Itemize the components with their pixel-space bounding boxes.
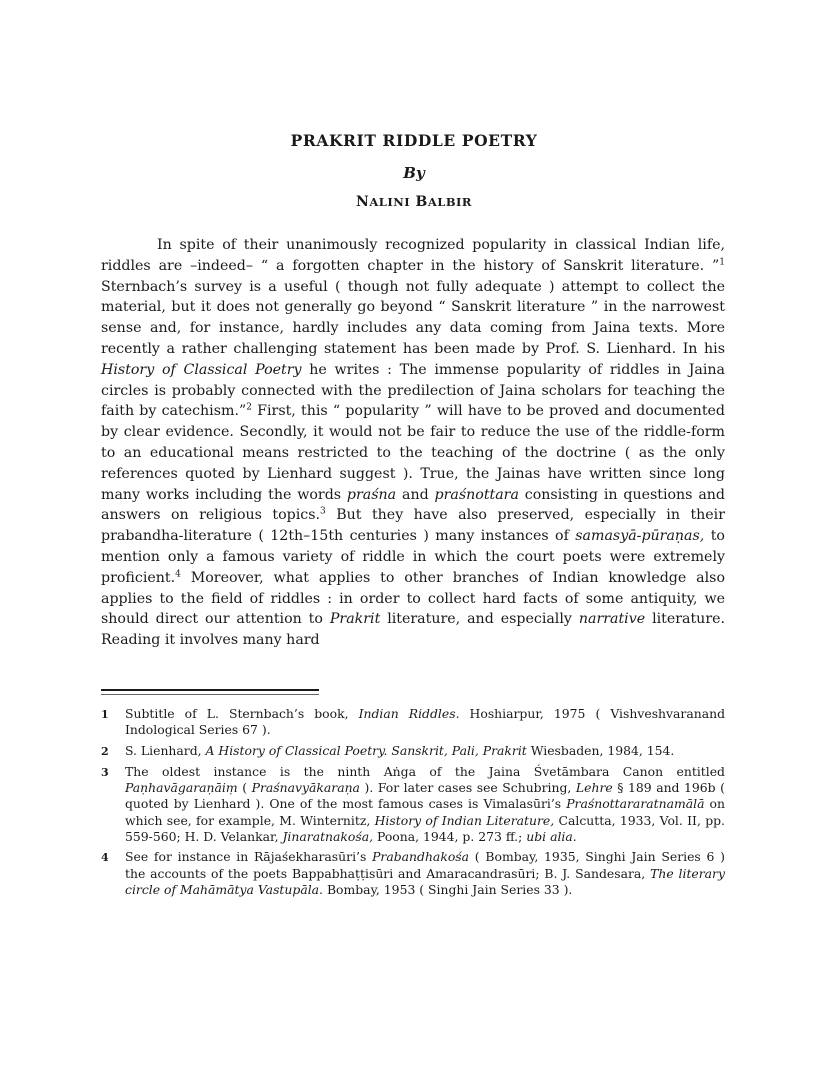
paragraph-1 [101,235,725,651]
text-run: Hoshiarpur, 1975 ( Vishveshvaranand Indological Series 67 ). [125,706,726,738]
italic-title: Praśnottararatnamālā [566,796,705,812]
author-last-rest: ALBIR [427,195,472,209]
text-run: consisting in questions and answers on religious topics. [101,486,725,524]
text-run: Moreover, what applies to other branches of Indian knowledge also applies to the field of riddles : in order to collect hard facts of some antiquity, we should direct our attention to [101,569,725,628]
italic-term: samasyā-pūraṇas, [575,528,705,545]
italic-title: History of Indian Literature, [374,812,555,828]
italic-title: The literary circle of Mahāmātya Vastupāla. [125,865,725,897]
text-run: to mention only a famous variety of riddle in which the court poets were extremely proficient. [101,528,725,586]
author-name [0,194,828,210]
text-run: First, this “ popularity ” will have to be proved and documented by clear evidence. Secondly, it would not be fair to reduce the use of the riddle-form to an educational means restricted to the teaching of the doctrine ( as the only references quoted by Lienhard suggest ). True, the Jainas have written since long many works including the words [101,403,726,503]
italic-term: narrative [578,611,646,628]
text-run: Bombay, 1953 ( Singhi Jain Series 33 ). [323,881,573,897]
text-run: on which see, for example, M. Winternitz, [125,796,725,828]
text-run: In spite of their unanimously recognized popularity in classical Indian life, riddles are –indeed– “ a forgotten chapter in the history of Sanskrit literature. ” [101,237,725,274]
text-run: S. Lienhard, [125,742,206,758]
text-run: See for instance in Rājaśekharasūri’s [125,849,373,865]
footnote-text [125,706,725,739]
author-first-initial: N [356,194,370,210]
text-run: and [396,486,435,503]
text-run: But they have also preserved, especially in their prabandha-literature ( 12th–15th centuries ) many instances of [101,507,725,545]
italic-title: A History of Classical Poetry. Sanskrit, Pali, Prakrit [205,742,527,758]
italic-title: Indian Riddles. [358,706,460,721]
footnote-text [125,764,725,845]
text-run: literature. Reading it involves many hard [101,611,726,649]
italic-title: Praśnavyākaraṇa [251,780,360,796]
italic-term: Prakrit [329,611,381,628]
footnote-ref-2: 2 [246,402,252,413]
text-run: Wiesbaden, 1984, 154. [526,742,675,758]
footnote-ref-4: 4 [175,569,181,580]
footnote-divider [101,689,319,691]
footnote-ref-3: 3 [320,506,326,517]
byline-by: By [403,164,425,182]
footnote-divider-thin [101,694,319,695]
italic-title: Jinaratnakośa, [282,829,374,845]
text-run: ). For later cases see Schubring, [359,780,576,796]
italic-term: ubi alia. [526,829,577,845]
italic-term: praśnottara [434,486,519,503]
italic-title: History of Classical Poetry [101,361,302,378]
footnote-3 [101,764,725,845]
text-run: ( [237,780,252,796]
footnote-2 [101,743,725,760]
footnote-1 [101,706,725,739]
footnote-text [125,743,725,760]
text-run: § 189 and 196b ( quoted by Lienhard ). One of the most famous cases is Vimalasūri’s [125,780,725,812]
italic-title: Prabandhakośa [372,849,470,865]
italic-term: praśna [346,486,397,503]
text-run: Sternbach’s survey is a useful ( though not fully adequate ) attempt to collect the material, but it does not generally go beyond “ Sanskrit literature ” in the narrowest sense and, for instance, hardly includes any data coming from Jaina texts. More recently a rather challenging statement has been made by Prof. S. Lienhard. In his [101,278,725,357]
italic-title: Paṇhavāgaraṇāiṃ [125,780,238,796]
footnotes [101,706,725,902]
text-run: Calcutta, 1933, Vol. II, pp. 559-560; H. D. Velankar, [125,812,725,845]
text-run: he writes : The immense popularity of riddles in Jaina circles is probably connected with the predilection of Jaina scholars for teaching the faith by catechism.” [101,361,725,420]
article-title: PRAKRIT RIDDLE POETRY [290,131,538,150]
author-last-initial: B [415,194,428,210]
footnote-number: 3 [101,765,109,779]
italic-title: Lehre [575,780,613,796]
footnote-text [125,849,725,898]
body-text [101,235,725,651]
text-run: Subtitle of L. Sternbach’s book, [125,706,359,721]
footnote-number: 2 [101,744,109,758]
footnote-ref-1: 1 [719,257,725,268]
text-run: literature, and especially [380,611,579,628]
footnote-number: 4 [101,851,109,865]
text-run: The oldest instance is the ninth Aṅga of the Jaina Śvetāmbara Canon entitled [125,763,725,779]
text-run: ( Bombay, 1935, Singhi Jain Series 6 ) the accounts of the poets Bappabhaṭṭisūri and Amaracandrasūri; B. J. Sandesara, [125,849,725,881]
footnote-4 [101,849,725,898]
footnote-number: 1 [101,708,109,721]
author-first-rest: ALINI [369,195,411,209]
text-run: Poona, 1944, p. 273 ff.; [373,829,527,845]
